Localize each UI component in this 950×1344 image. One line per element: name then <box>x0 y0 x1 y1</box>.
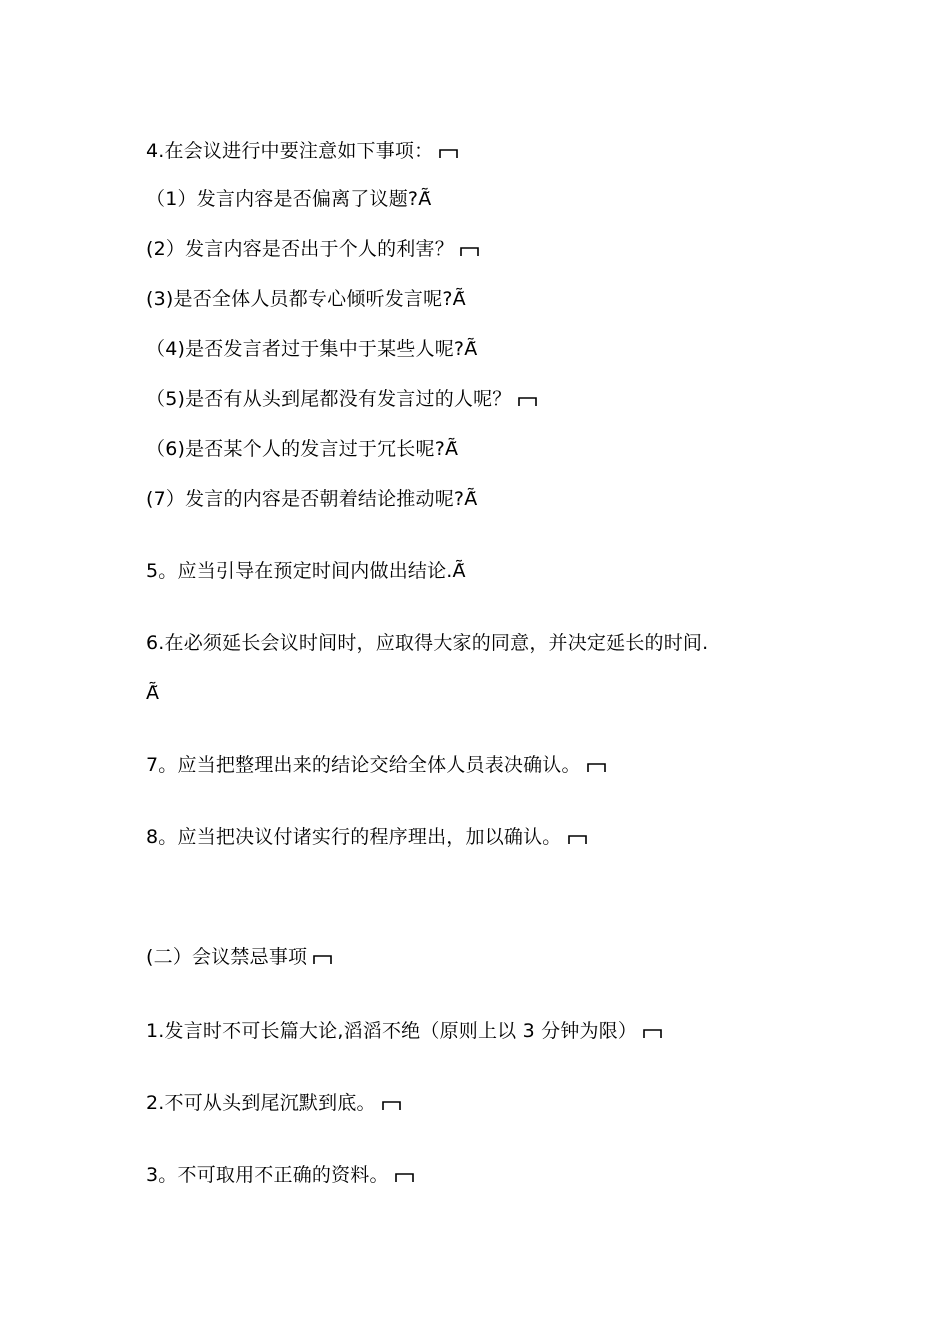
line-text: 3。不可取用不正确的资料。 <box>146 1164 389 1186</box>
text-line <box>146 752 606 778</box>
text-line <box>146 1090 401 1116</box>
line-text: 6.在必须延长会议时间时，应取得大家的同意，并决定延长的时间. <box>146 632 709 654</box>
line-text: 7。应当把整理出来的结论交给全体人员表决确认。 <box>146 754 581 776</box>
glyph-mark: Ã̃ <box>445 438 459 460</box>
bracket-mark <box>568 833 587 845</box>
line-text: （4)是否发言者过于集中于某些人呢? <box>146 338 465 360</box>
glyph-mark: Ã̃ <box>464 488 478 510</box>
text-line <box>146 1162 414 1188</box>
text-line <box>146 386 537 412</box>
bracket-mark <box>460 245 479 257</box>
glyph-mark: Ã̃ <box>418 188 432 210</box>
bracket-mark <box>587 761 606 773</box>
glyph-mark: Ã̃ <box>452 560 466 582</box>
text-line <box>146 486 477 512</box>
bracket-mark <box>382 1099 401 1111</box>
line-text: (7）发言的内容是否朝着结论推动呢? <box>146 488 465 510</box>
text-line <box>146 630 708 656</box>
text-line <box>146 558 466 584</box>
line-text: 4.在会议进行中要注意如下事项： <box>146 140 434 162</box>
line-text: （5)是否有从头到尾都没有发言过的人呢？ <box>146 388 512 410</box>
line-text: 2.不可从头到尾沉默到底。 <box>146 1092 376 1114</box>
line-text: 5。应当引导在预定时间内做出结论. <box>146 560 453 582</box>
bracket-mark <box>313 953 332 965</box>
text-line <box>146 286 466 312</box>
glyph-mark: Ã̃ <box>146 682 160 704</box>
line-text: （6)是否某个人的发言过于冗长呢? <box>146 438 445 460</box>
text-line <box>146 680 159 706</box>
line-text: (3)是否全体人员都专心倾听发言呢? <box>146 288 453 310</box>
bracket-mark <box>518 395 537 407</box>
line-text: 8。应当把决议付诸实行的程序理出，加以确认。 <box>146 826 562 848</box>
text-line <box>146 236 479 262</box>
text-line <box>146 824 587 850</box>
text-line <box>146 1018 662 1044</box>
text-line <box>146 186 431 212</box>
line-text: (2）发言内容是否出于个人的利害？ <box>146 238 454 260</box>
text-line <box>146 336 477 362</box>
text-line <box>146 138 458 164</box>
bracket-mark <box>439 147 458 159</box>
section-heading <box>146 944 332 970</box>
line-text: （1）发言内容是否偏离了议题? <box>146 188 419 210</box>
line-text: (二）会议禁忌事项 <box>146 946 308 968</box>
glyph-mark: Ã̃ <box>464 338 478 360</box>
bracket-mark <box>395 1171 414 1183</box>
bracket-mark <box>643 1027 662 1039</box>
glyph-mark: Ã̃ <box>452 288 466 310</box>
line-text: 1.发言时不可长篇大论,滔滔不绝（原则上以 3 分钟为限） <box>146 1020 638 1042</box>
text-line <box>146 436 458 462</box>
